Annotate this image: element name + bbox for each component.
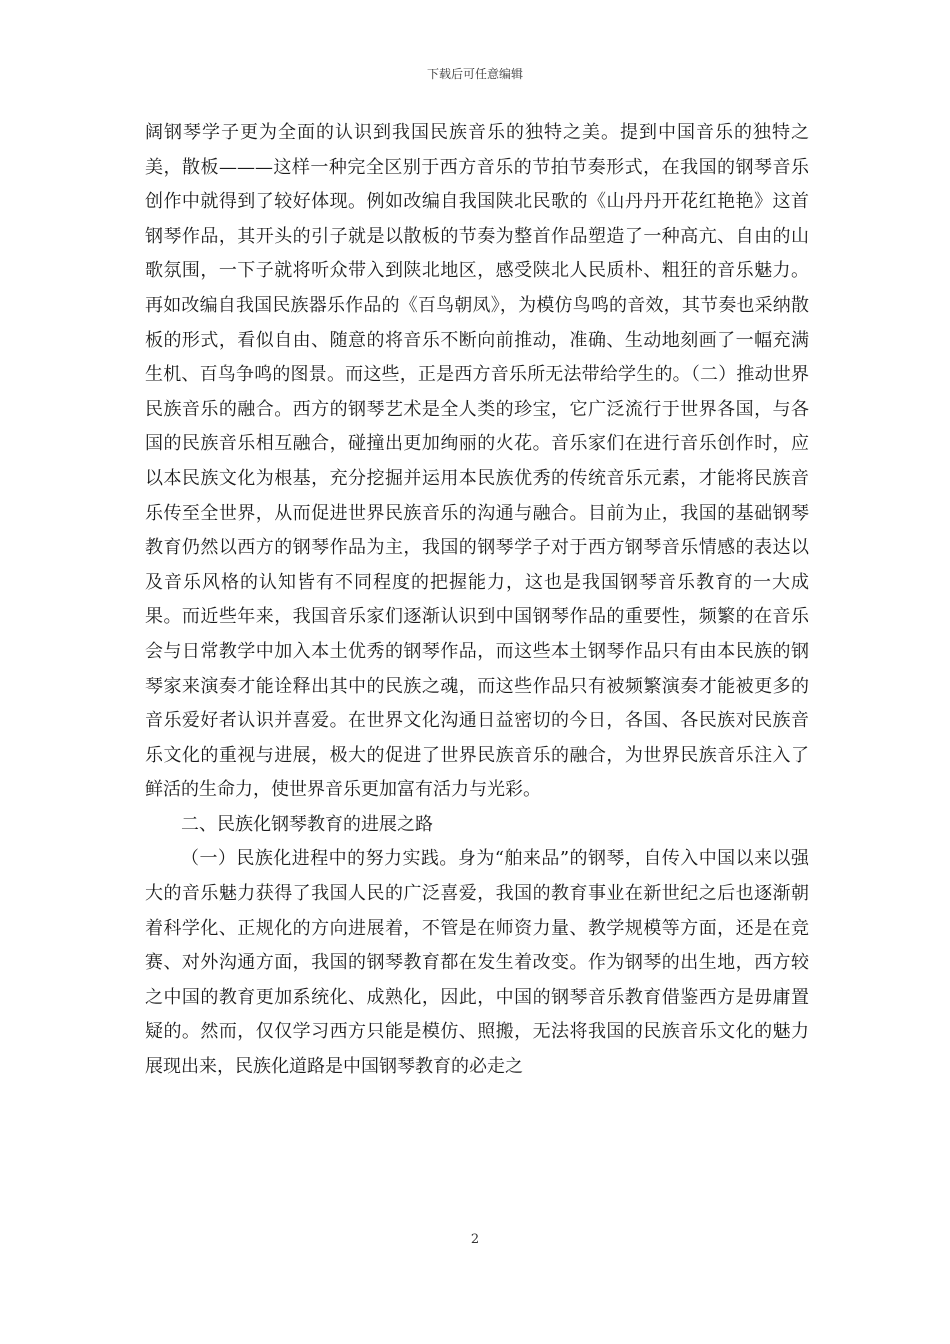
section-heading: 二、民族化钢琴教育的进展之路	[181, 813, 433, 835]
page-number: 2	[470, 1232, 480, 1247]
paragraph: （一）民族化进程中的努力实践。身为“舶来品”的钢琴，自传入中国以来以强大的音乐魅力获得了我国人民的广泛喜爱，我国的教育事业在新世纪之后也逐渐朝着科学化、正规化的方向进展着，不管是在师资力量、教学规模等方面，还是在竞赛、对外沟通方面，我国的钢琴教育都在发生着改变。作为钢琴的出生地，西方较之中国的教育更加系统化、成熟化，因此，中国的钢琴音乐教育借鉴西方是毋庸置疑的。然而，仅仅学习西方只能是模仿、照搬，无法将我国的民族音乐文化的魅力展现出来，民族化道路是中国钢琴教育的必走之	[145, 848, 809, 1078]
page-header: 下载后可任意编辑	[426, 67, 523, 81]
paragraph-continued: 阔钢琴学子更为全面的认识到我国民族音乐的独特之美。提到中国音乐的独特之美，散板———这样一种完全区别于西方音乐的节拍节奏形式，在我国的钢琴音乐创作中就得到了较好体现。例如改编自我国陕北民歌的《山丹丹开花红艳艳》这首钢琴作品，其开头的引子就是以散板的节奏为整首作品塑造了一种高亢、自由的山歌氛围，一下子就将听众带入到陕北地区，感受陕北人民质朴、粗狂的音乐魅力。再如改编自我国民族器乐作品的《百鸟朝凤》，为模仿鸟鸣的音效，其节奏也采纳散板的形式，看似自由、随意的将音乐不断向前推动，准确、生动地刻画了一幅充满生机、百鸟争鸣的图景。而这些，正是西方音乐所无法带给学生的。（二）推动世界民族音乐的融合。西方的钢琴艺术是全人类的珍宝，它广泛流行于世界各国，与各国的民族音乐相互融合，碰撞出更加绚丽的火花。音乐家们在进行音乐创作时，应以本民族文化为根基，充分挖掘并运用本民族优秀的传统音乐元素，才能将民族音乐传至全世界，从而促进世界民族音乐的沟通与融合。目前为止，我国的基础钢琴教育仍然以西方的钢琴作品为主，我国的钢琴学子对于西方钢琴音乐情感的表达以及音乐风格的认知皆有不同程度的把握能力，这也是我国钢琴音乐教育的一大成果。而近些年来，我国音乐家们逐渐认识到中国钢琴作品的重要性，频繁的在音乐会与日常教学中加入本土优秀的钢琴作品，而这些本土钢琴作品只有由本民族的钢琴家来演奏才能诠释出其中的民族之魂，而这些作品只有被频繁演奏才能被更多的音乐爱好者认识并喜爱。在世界文化沟通日益密切的今日，各国、各民族对民族音乐文化的重视与进展，极大的促进了世界民族音乐的融合，为世界民族音乐注入了鲜活的生命力，使世界音乐更加富有活力与光彩。	[145, 122, 809, 801]
body-text	[145, 116, 809, 1085]
